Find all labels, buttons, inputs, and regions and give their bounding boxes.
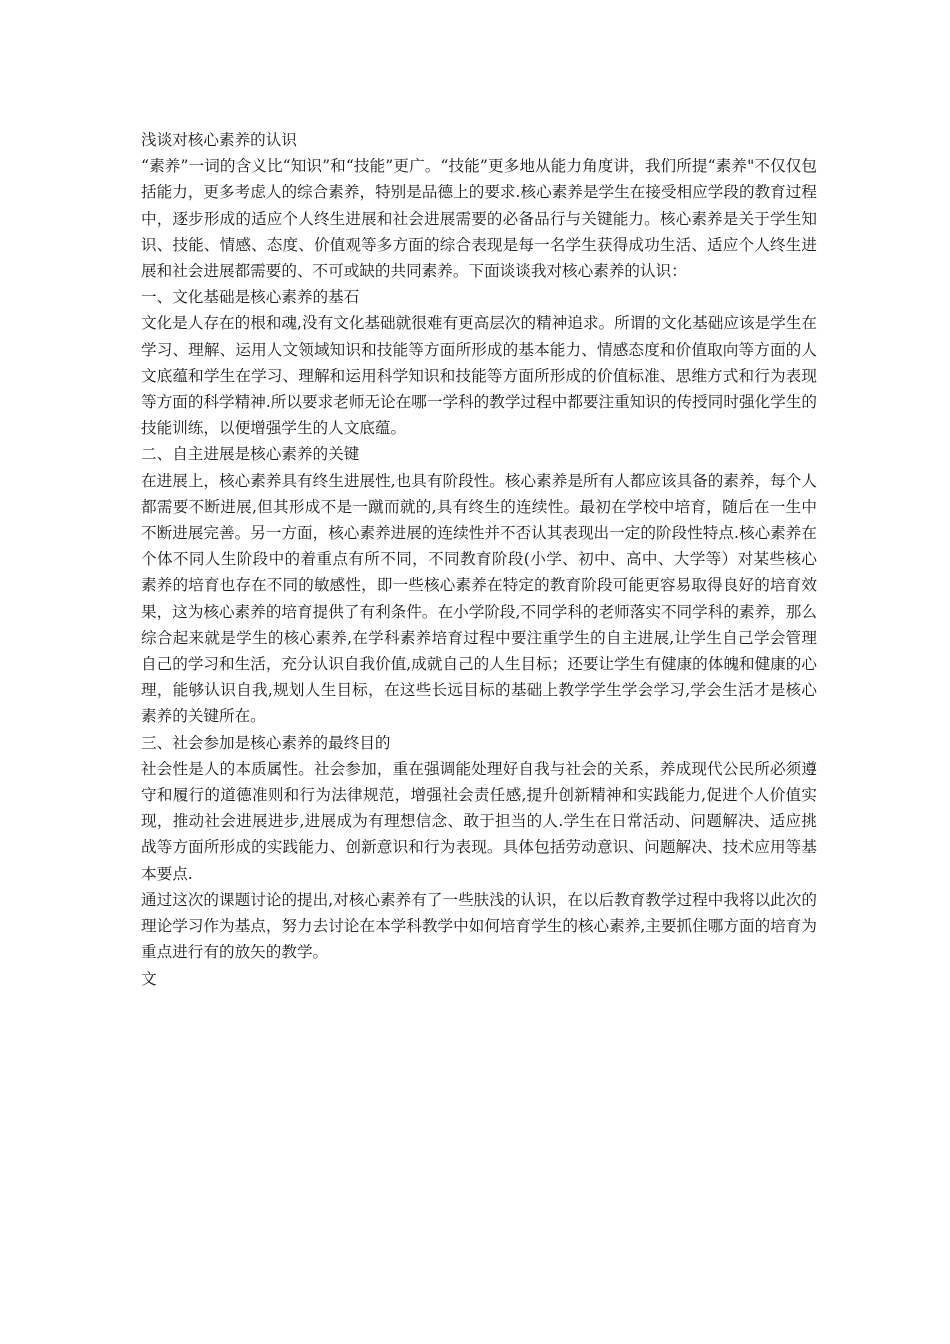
section-3-body: 社会性是人的本质属性。社会参加，重在强调能处理好自我与社会的关系，养成现代公民所必须遵守和履行的道德准则和行为法律规范，增强社会责任感,提升创新精神和实践能力,促进个人价值实现，推动社会进展进步,进展成为有理想信念、敢于担当的人.学生在日常活动、问题解决、适应挑战等方面所形成的实践能力、创新意识和行为表现。具体包括劳动意识、问题解决、技术应用等基本要点. — [141, 759, 817, 883]
footer-text: 文 — [141, 969, 157, 988]
intro-paragraph: “素养”一词的含义比“知识”和“技能”更广。“技能”更多地从能力角度讲，我们所提“素养"不仅仅包括能力，更多考虑人的综合素养，特别是品德上的要求.核心素养是学生在接受相应学段的教育过程中，逐步形成的适应个人终生进展和社会进展需要的必备品行与关键能力。核心素养是关于学生知识、技能、情感、态度、价值观等多方面的综合表现是每一名学生获得成功生活、适应个人终生进展和社会进展都需要的、不可或缺的共同素养。下面谈谈我对核心素养的认识： — [141, 157, 817, 281]
section-3-heading: 三、社会参加是核心素养的最终目的 — [141, 733, 391, 752]
section-2-body: 在进展上，核心素养具有终生进展性,也具有阶段性。核心素养是所有人都应该具备的素养，每个人都需要不断进展,但其形成不是一蹴而就的,具有终生的连续性。最初在学校中培育，随后在一生中不断进展完善。另一方面，核心素养进展的连续性并不否认其表现出一定的阶段性特点.核心素养在个体不同人生阶段中的着重点有所不同，不同教育阶段(小学、初中、高中、大学等）对某些核心素养的培育也存在不同的敏感性，即一些核心素养在特定的教育阶段可能更容易取得良好的培育效果，这为核心素养的培育提供了有利条件。在小学阶段,不同学科的老师落实不同学科的素养，那么综合起来就是学生的核心素养,在学科素养培育过程中要注重学生的自主进展,让学生自己学会管理自己的学习和生活，充分认识自我价值,成就自己的人生目标；还要让学生有健康的体魄和健康的心理，能够认识自我,规划人生目标，在这些长远目标的基础上教学学生学会学习,学会生活才是核心素养的关键所在。 — [141, 471, 817, 726]
document-title: 浅谈对核心素养的认识 — [141, 131, 297, 149]
section-1-body: 文化是人存在的根和魂,没有文化基础就很难有更高层次的精神追求。所谓的文化基础应该是学生在学习、理解、运用人文领域知识和技能等方面所形成的基本能力、情感态度和价值取向等方面的人文底蕴和学生在学习、理解和运用科学知识和技能等方面所形成的价值标准、思维方式和行为表现等方面的科学精神.所以要求老师无论在哪一学科的教学过程中都要注重知识的传授同时强化学生的技能训练，以便增强学生的人文底蕴。 — [141, 314, 817, 438]
conclusion-paragraph: 通过这次的课题讨论的提出,对核心素养有了一些肤浅的认识，在以后教育教学过程中我将以此次的理论学习作为基点，努力去讨论在本学科教学中如何培育学生的核心素养,主要抓住哪方面的培育为重点进行有的放矢的教学。 — [141, 890, 817, 962]
document-page — [141, 127, 817, 992]
section-2-heading: 二、自主进展是核心素养的关键 — [141, 445, 360, 464]
section-1-heading: 一、文化基础是核心素养的基石 — [141, 288, 360, 307]
